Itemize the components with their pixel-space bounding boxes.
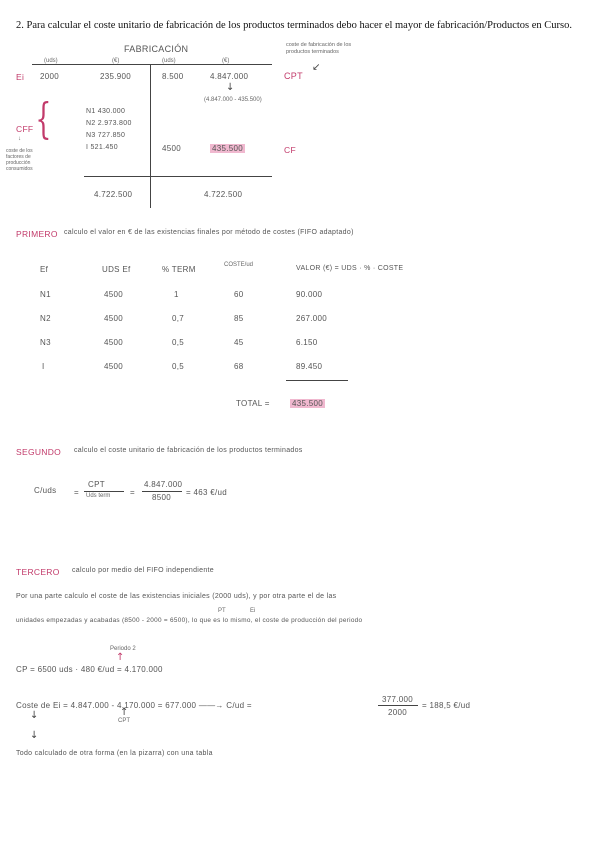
cell: 1 bbox=[174, 290, 179, 299]
col-header: % TERM bbox=[162, 265, 196, 274]
col-header: UDS Ef bbox=[102, 265, 131, 274]
cell: 267.000 bbox=[296, 314, 328, 323]
total-right: 4.722.500 bbox=[204, 190, 243, 199]
ledger-top-line bbox=[32, 64, 272, 65]
frac-result: = 188,5 €/ud bbox=[422, 701, 471, 710]
cff-note: coste de los factores de producción consumidos bbox=[6, 148, 33, 172]
frac1-den: Uds term bbox=[86, 493, 111, 499]
cell: N1 bbox=[40, 290, 51, 299]
cell: 68 bbox=[234, 362, 244, 371]
side-note-arrow-icon: ↙ bbox=[312, 62, 321, 73]
segundo-text: calculo el coste unitario de fabricación de los productos terminados bbox=[74, 447, 303, 454]
cell: 6.150 bbox=[296, 338, 318, 347]
ei-marker: Ei bbox=[250, 608, 256, 614]
cell: N2 bbox=[40, 314, 51, 323]
frac-bar bbox=[378, 705, 418, 706]
frac1-num: CPT bbox=[88, 480, 105, 489]
col-eur-right: (€) bbox=[222, 58, 230, 64]
cell: 60 bbox=[234, 290, 244, 299]
col-eur-left: (€) bbox=[112, 58, 120, 64]
cell: 4500 bbox=[104, 314, 123, 323]
cell: 0,5 bbox=[172, 362, 185, 371]
frac2-bar bbox=[142, 491, 182, 492]
col-header: Ef bbox=[40, 265, 49, 274]
cpt-label: CPT bbox=[284, 71, 303, 81]
frac1-bar bbox=[84, 491, 124, 492]
ei-label: Ei bbox=[16, 72, 25, 82]
cell: 85 bbox=[234, 314, 244, 323]
col-header: VALOR (€) = UDS · % · COSTE bbox=[296, 265, 404, 272]
n1-row: N1 430.000 bbox=[86, 108, 126, 115]
cell: 89.450 bbox=[296, 362, 323, 371]
ledger-sum-line bbox=[84, 176, 272, 177]
cp-line: CP = 6500 uds · 480 €/ud = 4.170.000 bbox=[16, 665, 163, 674]
ei-line: Coste de Ei = 4.847.000 - 4.170.000 = 677.000 ——→ C/ud = bbox=[16, 701, 252, 710]
cf-label: CF bbox=[284, 145, 296, 155]
formula-result: = 463 €/ud bbox=[186, 488, 228, 497]
primero-label: PRIMERO bbox=[16, 229, 58, 239]
col-header: COSTE/ud bbox=[224, 262, 254, 268]
frac2-den: 8500 bbox=[152, 493, 171, 502]
cell: I bbox=[42, 362, 45, 371]
table-sum-line bbox=[286, 380, 348, 381]
pt-calc: (4.847.000 - 435.500) bbox=[204, 97, 262, 103]
segundo-label: SEGUNDO bbox=[16, 447, 62, 457]
primero-text: calculo el valor en € de las existencias finales por método de costes (FIFO adaptado) bbox=[64, 229, 354, 236]
ei-down-arrow-icon: ↓ bbox=[30, 710, 39, 721]
n4-row: I 521.450 bbox=[86, 144, 118, 151]
n3-row: N3 727.850 bbox=[86, 132, 126, 139]
total-label: TOTAL = bbox=[236, 399, 270, 408]
tercero-line1: Por una parte calculo el coste de las existencias iniciales (2000 uds), y por otra parte el de las bbox=[16, 593, 337, 600]
ledger-center-line bbox=[150, 64, 151, 208]
pt-value: 4.847.000 bbox=[210, 72, 249, 81]
cell: 90.000 bbox=[296, 290, 323, 299]
ef-uds: 4500 bbox=[162, 144, 181, 153]
cp-note: Periodo 2 bbox=[110, 646, 136, 652]
cff-label: CFF bbox=[16, 124, 34, 134]
total-left: 4.722.500 bbox=[94, 190, 133, 199]
formula-lhs: C/uds bbox=[34, 486, 57, 495]
cp-note-arrow-icon: ↑ bbox=[116, 652, 125, 663]
page-title: 2. Para calcular el coste unitario de fabricación de los productos terminados debo hacer el mayor de fabricación/Productos en Curso. bbox=[16, 20, 573, 31]
n2-row: N2 2.973.800 bbox=[86, 120, 132, 127]
col-uds-left: (uds) bbox=[44, 58, 58, 64]
ef-value: 435.500 bbox=[212, 144, 244, 153]
cell: 4500 bbox=[104, 290, 123, 299]
cell: N3 bbox=[40, 338, 51, 347]
tercero-text: calculo por medio del FIFO independiente bbox=[72, 567, 214, 574]
ei-value: 235.900 bbox=[100, 72, 132, 81]
tercero-label: TERCERO bbox=[16, 567, 60, 577]
total-value: 435.500 bbox=[292, 399, 324, 408]
cell: 0,7 bbox=[172, 314, 185, 323]
pt-down-arrow-icon: ↓ bbox=[226, 82, 235, 93]
cff-brace-icon: { bbox=[35, 94, 52, 143]
pt-uds: 8.500 bbox=[162, 72, 184, 81]
tercero-footer: Todo calculado de otra forma (en la pizarra) con una tabla bbox=[16, 750, 213, 757]
ei-uds: 2000 bbox=[40, 72, 59, 81]
cell: 45 bbox=[234, 338, 244, 347]
cell: 4500 bbox=[104, 338, 123, 347]
cpt-arrow-icon: ↑ bbox=[120, 707, 129, 718]
ledger-side-note: coste de fabricación de los productos terminados bbox=[286, 42, 352, 55]
ei-down-arrow-icon: ↓ bbox=[30, 730, 39, 741]
cpt-mark: CPT bbox=[118, 718, 130, 724]
col-uds-right: (uds) bbox=[162, 58, 176, 64]
frac-den: 2000 bbox=[388, 708, 407, 717]
ledger-header: FABRICACIÓN bbox=[124, 44, 189, 54]
frac2-num: 4.847.000 bbox=[144, 480, 183, 489]
tercero-line2: unidades empezadas y acabadas (8500 - 2000 = 6500), lo que es lo mismo, el coste de producción del periodo bbox=[16, 617, 363, 624]
cell: 0,5 bbox=[172, 338, 185, 347]
cell: 4500 bbox=[104, 362, 123, 371]
frac-num: 377.000 bbox=[382, 695, 414, 704]
pt-marker: PT bbox=[218, 608, 226, 614]
